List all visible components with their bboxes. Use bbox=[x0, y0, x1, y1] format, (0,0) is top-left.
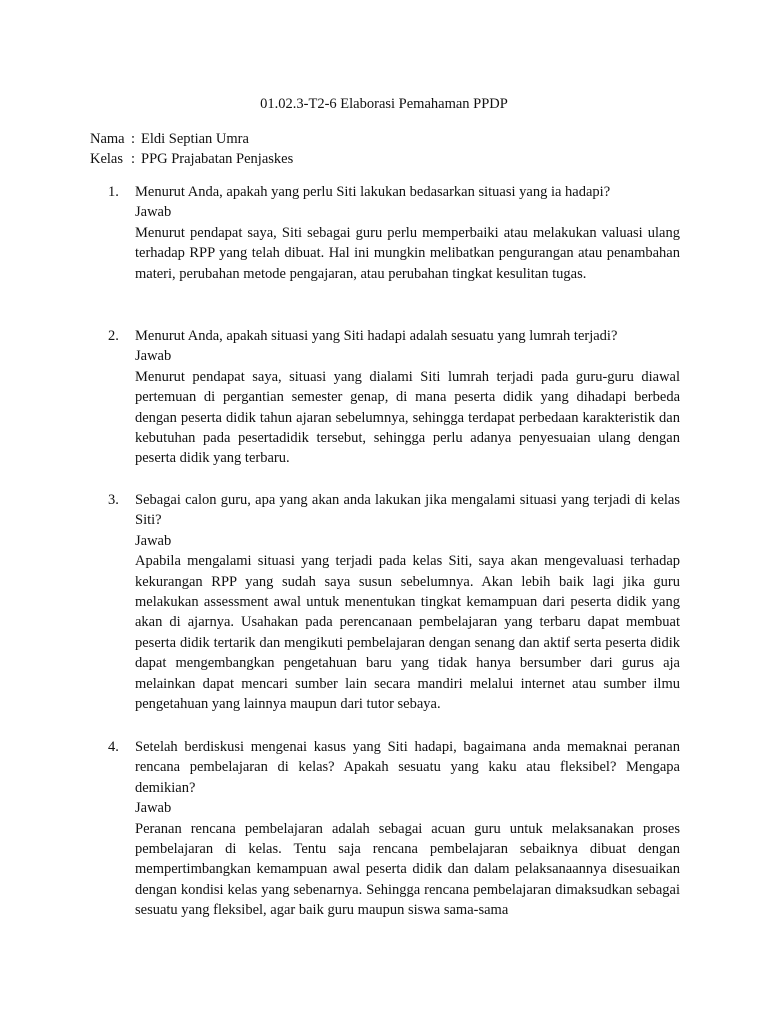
student-info bbox=[90, 129, 293, 169]
question-text: Menurut Anda, apakah situasi yang Siti hadapi adalah sesuatu yang lumrah terjadi? bbox=[135, 328, 618, 344]
document-title: 01.02.3-T2-6 Elaborasi Pemahaman PPDP bbox=[260, 96, 508, 112]
answer-label: Jawab bbox=[135, 204, 172, 221]
answer-text: Apabila mengalami situasi yang terjadi pada kelas Siti, saya akan mengevaluasi terhadap kekurangan RPP yang sudah saya susun sebelumnya. Akan lebih baik lagi jika guru melakukan assessment awal untuk menentukan tingkat kemampuan dari peserta didik yang akan di ajarnya. Usahakan pada perencanaan pembelajaran yang terbaru dapat membuat peserta didik tertarik dan mengikuti pembelajaran dengan senang dan aktif serta peserta didik dapat mengembangkan pengetahuan baru yang tidak hanya bersumber dari gurus aja melainkan dapat mencari sumber lain secara mandiri melalui internet atau sumber ilmu pengetahuan yang lainnya maupun dari tutor sebaya. bbox=[135, 553, 680, 713]
answer-label: Jawab bbox=[135, 348, 172, 365]
question-text: Sebagai calon guru, apa yang akan anda lakukan jika mengalami situasi yang terjadi di kelas Siti? bbox=[135, 492, 680, 529]
question-text: Menurut Anda, apakah yang perlu Siti lakukan bedasarkan situasi yang ia hadapi? bbox=[135, 184, 611, 200]
question-body bbox=[135, 490, 680, 714]
question-number: 1. bbox=[108, 184, 119, 200]
question-number: 4. bbox=[108, 739, 119, 755]
meta-separator: : bbox=[131, 151, 136, 167]
question-number: 3. bbox=[108, 492, 119, 508]
meta-label: Nama bbox=[90, 131, 125, 147]
answer-label: Jawab bbox=[135, 800, 172, 817]
question-text: Setelah berdiskusi mengenai kasus yang Siti hadapi, bagaimana anda memaknai peranan rencana pembelajaran di kelas? Apakah sesuatu yang kaku atau fleksibel? Mengapa demikian? bbox=[135, 739, 680, 796]
meta-separator: : bbox=[131, 131, 136, 147]
answer-label: Jawab bbox=[135, 532, 172, 549]
answer-text: Peranan rencana pembelajaran adalah sebagai acuan guru untuk melaksanakan proses pembelajaran di kelas. Tentu saja rencana pembelajaran sebaiknya dibuat dengan mempertimbangkan kemampuan awal peserta didik dan dalam pelaksanaannya disesuaikan dengan kondisi kelas yang sebenarnya. Sehingga rencana pembelajaran dimaksudkan sebagai sesuatu yang fleksibel, agar baik guru maupun siswa sama-sama bbox=[135, 820, 680, 919]
meta-value-class: PPG Prajabatan Penjaskes bbox=[141, 151, 294, 167]
meta-value-name: Eldi Septian Umra bbox=[141, 131, 249, 147]
question-number: 2. bbox=[108, 328, 119, 344]
meta-row-nama bbox=[90, 129, 293, 149]
answer-text: Menurut pendapat saya, situasi yang dialami Siti lumrah terjadi pada guru-guru diawal pertemuan di pergantian semester genap, di mana peserta didik yang dihadapi berbeda dengan peserta didik tahun ajaran sebelumnya, sehingga terdapat perbedaan karakteristik dan kebutuhan pada pesertadidik tersebut, sehingga perlu adanya penyesuaian ulang dengan peserta didik yang terbaru. bbox=[135, 368, 680, 467]
question-body bbox=[135, 737, 680, 921]
meta-label: Kelas bbox=[90, 151, 124, 167]
question-body bbox=[135, 182, 680, 284]
meta-row-kelas bbox=[90, 149, 293, 169]
answer-text: Menurut pendapat saya, Siti sebagai guru perlu memperbaiki atau melakukan valuasi ulang terhadap RPP yang telah dibuat. Hal ini mungkin melibatkan pengurangan atau penambahan materi, perubahan metode pengajaran, atau perubahan tingkat kesulitan tugas. bbox=[135, 224, 680, 282]
question-body bbox=[135, 326, 680, 469]
